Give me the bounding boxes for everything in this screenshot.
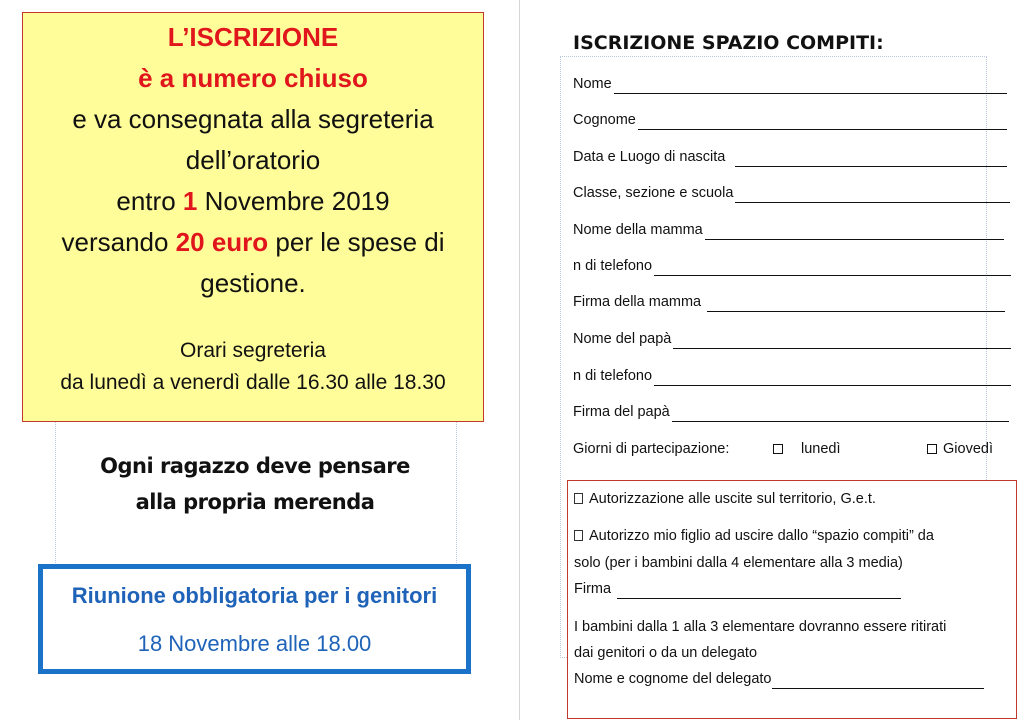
page-divider — [519, 0, 520, 720]
signature-line — [617, 584, 901, 599]
field-line — [673, 333, 1011, 349]
auth-exit-alone-text: Autorizzo mio figlio ad uscire dallo “spazio compiti” da — [589, 528, 934, 544]
field-label: n di telefono — [573, 258, 653, 274]
field-label: n di telefono — [573, 368, 653, 384]
attendance-days-row — [573, 438, 1013, 460]
checkbox-icon[interactable] — [574, 530, 583, 541]
office-hours-text: da lunedì a venerdì dalle 16.30 alle 18.30 — [60, 371, 446, 394]
field-father-signature[interactable] — [573, 402, 1009, 422]
delegate-line — [772, 674, 984, 689]
field-label: Firma del papà — [573, 404, 670, 420]
field-label: Classe, sezione e scuola — [573, 185, 734, 201]
field-label: Cognome — [573, 112, 636, 128]
fee-text-end: gestione. — [200, 268, 306, 298]
field-mother-name[interactable] — [573, 220, 1004, 240]
auth-territory-text: Autorizzazione alle uscite sul territorio, G.e.t. — [589, 491, 876, 507]
field-father-name[interactable] — [573, 329, 1011, 349]
day-thursday-option[interactable] — [927, 438, 993, 460]
oratorio-text: dell’oratorio — [185, 145, 321, 175]
form-title: ISCRIZIONE SPAZIO COMPITI: — [573, 32, 884, 54]
auth-signature-field[interactable] — [574, 579, 901, 599]
fee-text: versando 20 euro per le spese di — [61, 227, 445, 257]
field-class[interactable] — [573, 183, 1010, 203]
field-mother-signature[interactable] — [573, 292, 1005, 312]
field-father-phone[interactable] — [573, 366, 1011, 386]
field-label: Nome del papà — [573, 331, 672, 347]
auth-exit-alone-note: solo (per i bambini dalla 4 elementare alla 3 media) — [574, 555, 903, 571]
checkbox-icon[interactable] — [773, 444, 783, 454]
day-monday-option[interactable] — [773, 438, 841, 460]
field-line — [654, 260, 1011, 276]
delegate-label: Nome e cognome del delegato — [574, 671, 772, 687]
checkbox-icon[interactable] — [574, 493, 583, 504]
field-line — [707, 296, 1005, 312]
meeting-title: Riunione obbligatoria per i genitori — [71, 583, 438, 608]
pickup-rule-text: I bambini dalla 1 alla 3 elementare dovranno essere ritirati — [574, 619, 947, 635]
field-label: Nome — [573, 76, 612, 92]
field-line — [614, 78, 1007, 94]
field-birth[interactable] — [573, 147, 1007, 167]
field-label: Data e Luogo di nascita — [573, 149, 726, 165]
checkbox-icon[interactable] — [927, 444, 937, 454]
field-mother-phone[interactable] — [573, 256, 1011, 276]
limited-places-text: è a numero chiuso — [138, 63, 368, 93]
signature-label: Firma — [574, 581, 612, 597]
delegate-field[interactable] — [574, 669, 984, 689]
office-hours-title: Orari segreteria — [180, 339, 326, 362]
field-line — [672, 406, 1009, 422]
auth-territory[interactable] — [574, 489, 876, 509]
day-monday-label: lunedì — [801, 441, 841, 457]
field-cognome[interactable] — [573, 110, 1007, 130]
field-line — [654, 370, 1011, 386]
auth-exit-alone[interactable] — [574, 526, 934, 546]
pickup-rule-text-2: dai genitori o da un delegato — [574, 645, 758, 661]
field-line — [705, 224, 1004, 240]
field-line — [735, 151, 1007, 167]
delivery-text: e va consegnata alla segreteria — [72, 104, 434, 134]
meeting-box — [38, 564, 471, 674]
attendance-days-label: Giorni di partecipazione: — [573, 441, 730, 457]
day-thursday-label: Giovedì — [943, 441, 993, 457]
field-nome[interactable] — [573, 74, 1007, 94]
field-line — [735, 187, 1010, 203]
field-label: Nome della mamma — [573, 222, 703, 238]
field-label: Firma della mamma — [573, 294, 702, 310]
enrollment-info-box — [22, 12, 484, 422]
deadline-text: entro 1 Novembre 2019 — [116, 186, 390, 216]
meeting-date: 18 Novembre alle 18.00 — [137, 631, 372, 656]
snack-notice-line1: Ogni ragazzo deve pensare — [100, 454, 410, 478]
snack-notice-line2: alla propria merenda — [135, 490, 375, 514]
enrollment-heading: L’ISCRIZIONE — [167, 22, 339, 52]
field-line — [638, 114, 1007, 130]
